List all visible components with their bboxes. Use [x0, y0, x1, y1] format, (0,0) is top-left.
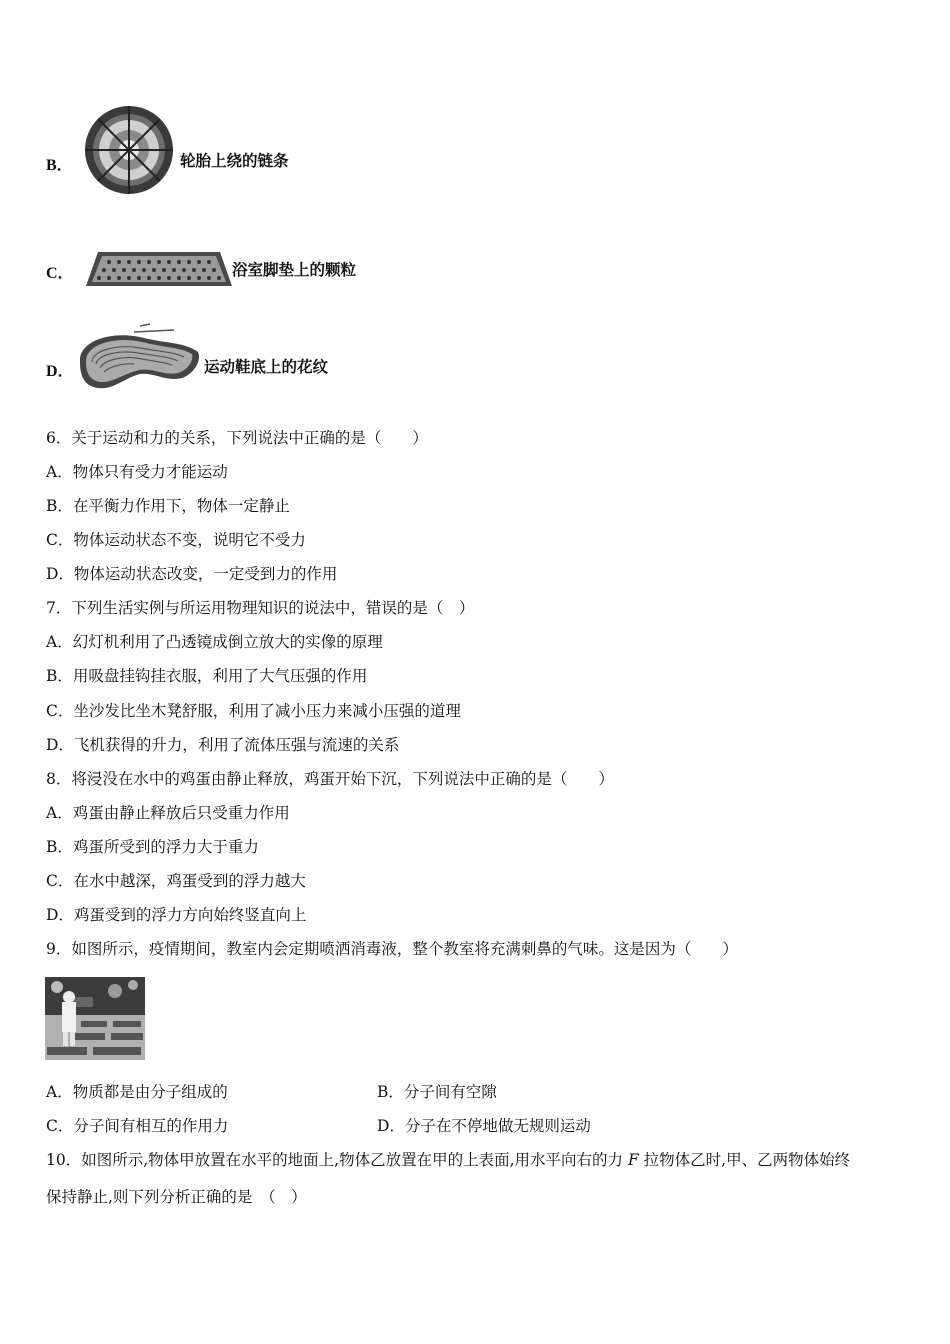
q6-option-a: A．物体只有受力才能运动 — [46, 463, 228, 481]
q10-line1-start: 10．如图所示,物体甲放置在水平的地面上,物体乙放置在甲的上表面,用水平向右的力 — [46, 1151, 624, 1169]
tire-with-chain-icon — [84, 103, 174, 197]
q8-stem: 8．将浸没在水中的鸡蛋由静止释放，鸡蛋开始下沉，下列说法中正确的是（ ） — [46, 770, 614, 788]
q6-stem: 6．关于运动和力的关系，下列说法中正确的是（ ） — [46, 429, 428, 447]
q7-option-d: D．飞机获得的升力，利用了流体压强与流速的关系 — [46, 736, 400, 754]
force-symbol: F — [627, 1151, 639, 1169]
q10-line1-end: 拉物体乙时,甲、乙两物体始终 — [643, 1151, 851, 1169]
option-c-label: 浴室脚垫上的颗粒 — [232, 260, 357, 279]
q9-option-a: A．物质都是由分子组成的 — [46, 1083, 228, 1101]
q9-option-d: D．分子在不停地做无规则运动 — [377, 1117, 591, 1135]
bath-mat-icon — [84, 248, 234, 292]
q7-stem: 7．下列生活实例与所运用物理知识的说法中，错误的是（ ） — [46, 599, 475, 617]
q9-option-c: C．分子间有相互的作用力 — [46, 1117, 229, 1135]
q9-option-b: B．分子间有空隙 — [377, 1083, 497, 1101]
q9-stem: 9．如图所示，疫情期间，教室内会定期喷洒消毒液，整个教室将充满刺鼻的气味。这是因为（ ） — [46, 940, 738, 958]
option-letter-b: B． — [46, 157, 73, 174]
q10-line1 — [46, 1150, 850, 1170]
option-letter-d: D． — [46, 363, 74, 380]
q7-option-b: B．用吸盘挂钩挂衣服，利用了大气压强的作用 — [46, 667, 368, 685]
q7-option-c: C．坐沙发比坐木凳舒服，利用了减小压力来减小压强的道理 — [46, 702, 461, 720]
option-b-label: 轮胎上绕的链条 — [180, 151, 289, 170]
shoe-sole-icon — [74, 322, 204, 394]
option-d-label: 运动鞋底上的花纹 — [204, 357, 329, 376]
q6-option-d: D．物体运动状态改变，一定受到力的作用 — [46, 565, 338, 583]
q6-option-b: B．在平衡力作用下，物体一定静止 — [46, 497, 290, 515]
option-letter-c: C． — [46, 265, 74, 282]
q10-line2: 保持静止,则下列分析正确的是 （ ） — [46, 1188, 307, 1206]
q8-option-c: C．在水中越深，鸡蛋受到的浮力越大 — [46, 872, 306, 890]
q7-option-a: A．幻灯机利用了凸透镜成倒立放大的实像的原理 — [46, 633, 383, 651]
q8-option-b: B．鸡蛋所受到的浮力大于重力 — [46, 838, 259, 856]
q8-option-a: A．鸡蛋由静止释放后只受重力作用 — [46, 804, 290, 822]
q8-option-d: D．鸡蛋受到的浮力方向始终竖直向上 — [46, 906, 307, 924]
classroom-disinfection-photo — [45, 977, 145, 1060]
q6-option-c: C．物体运动状态不变，说明它不受力 — [46, 531, 306, 549]
